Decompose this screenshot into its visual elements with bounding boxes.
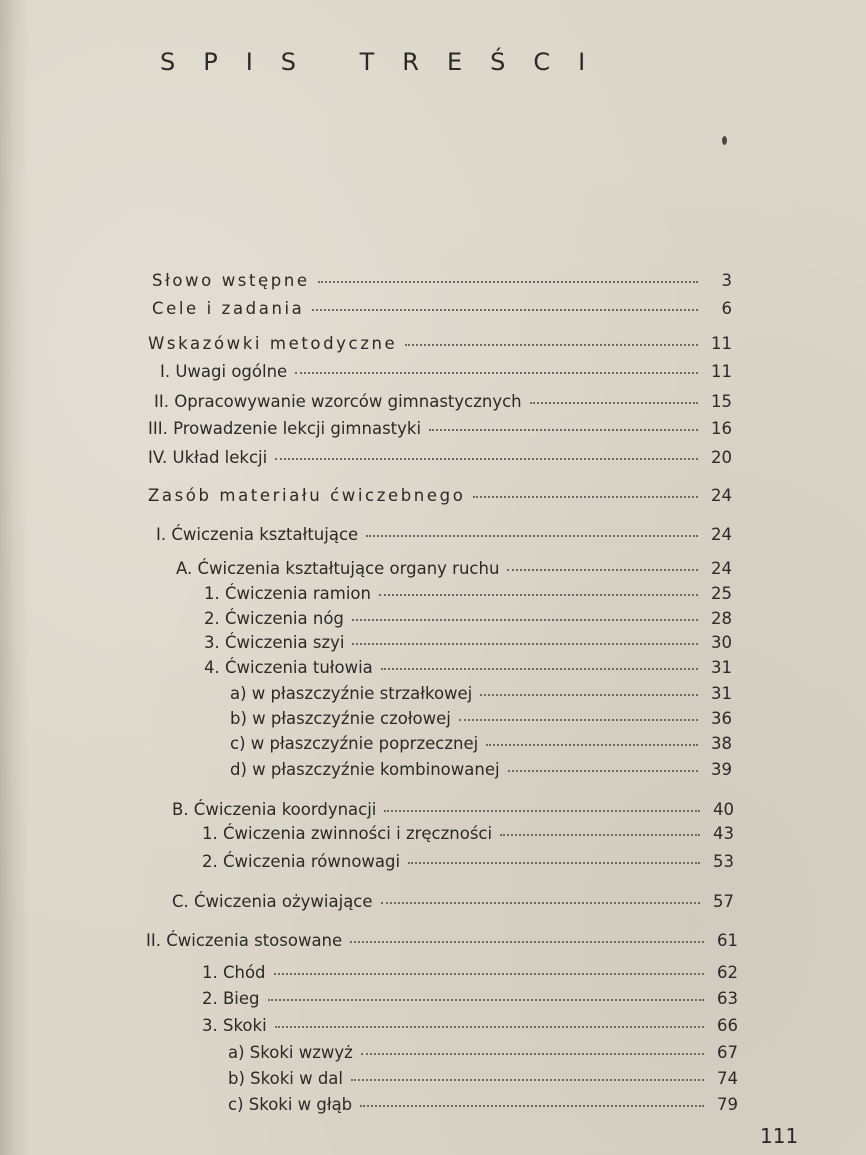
toc-entry-page: 6	[721, 299, 732, 318]
dot-leader	[274, 973, 704, 975]
toc-entry-label: Wskazówki metodyczne	[148, 334, 398, 353]
toc-entry-page: 31	[711, 684, 732, 703]
toc-entry-bieg[interactable]	[202, 988, 738, 1010]
toc-entry-page: 61	[717, 931, 738, 950]
toc-entry-page: 36	[711, 709, 732, 728]
dot-leader	[350, 941, 704, 943]
toc-entry-cwiczenia-ramion[interactable]	[204, 583, 732, 605]
toc-entry-wskazowki-metodyczne[interactable]	[148, 333, 732, 355]
dot-leader	[381, 668, 698, 670]
toc-entry-cwiczenia-ozywiajace[interactable]	[172, 891, 734, 913]
toc-entry-slowo-wstepne[interactable]	[152, 270, 732, 292]
toc-entry-skoki-w-dal[interactable]	[228, 1068, 738, 1090]
toc-entry-page: 39	[711, 760, 732, 779]
toc-entry-label: I. Ćwiczenia kształtujące	[156, 525, 359, 544]
toc-entry-organy-ruchu[interactable]	[176, 558, 732, 580]
toc-entry-cele-i-zadania[interactable]	[152, 298, 732, 320]
toc-entry-label: 2. Ćwiczenia równowagi	[202, 852, 401, 871]
dot-leader	[360, 1105, 704, 1107]
dot-leader	[379, 594, 698, 596]
toc-entry-opracowywanie-wzorcow[interactable]	[154, 391, 732, 413]
toc-entry-page: 66	[717, 1016, 738, 1035]
toc-entry-label: II. Ćwiczenia stosowane	[146, 931, 343, 950]
toc-entry-page: 43	[713, 824, 734, 843]
toc-entry-page: 62	[717, 963, 738, 982]
toc-entry-zwinnosci-zrecznosci[interactable]	[202, 823, 734, 845]
dot-leader	[352, 619, 698, 621]
toc-entry-plaszczyzna-poprzeczna[interactable]	[230, 733, 732, 755]
toc-entry-page: 16	[711, 419, 732, 438]
toc-entry-skoki[interactable]	[202, 1015, 738, 1037]
toc-entry-label: II. Opracowywanie wzorców gimnastycznych	[154, 392, 522, 411]
dot-leader	[275, 1026, 704, 1028]
toc-entry-label: 1. Ćwiczenia ramion	[204, 584, 371, 603]
toc-entry-page: 24	[711, 559, 732, 578]
toc-entry-label: 3. Ćwiczenia szyi	[204, 633, 345, 652]
toc-entry-label: 1. Chód	[202, 963, 266, 982]
toc-entry-label: 4. Ćwiczenia tułowia	[204, 658, 373, 677]
dot-leader	[384, 810, 700, 812]
toc-entry-page: 25	[711, 584, 732, 603]
dot-leader	[500, 834, 700, 836]
dot-leader	[459, 719, 698, 721]
toc-entry-uwagi-ogolne[interactable]	[160, 361, 732, 383]
toc-entry-skoki-wzwyz[interactable]	[228, 1042, 738, 1064]
toc-entry-page: 11	[711, 362, 732, 381]
dot-leader	[366, 535, 698, 537]
dot-leader	[508, 770, 698, 772]
toc-entry-plaszczyzna-strzalkowa[interactable]	[230, 683, 732, 705]
toc-entry-label: Słowo wstępne	[152, 271, 310, 290]
toc-entry-label: c) Skoki w głąb	[228, 1095, 353, 1114]
toc-entry-label: c) w płaszczyźnie poprzecznej	[230, 734, 479, 753]
toc-entry-plaszczyzna-kombinowana[interactable]	[230, 759, 732, 781]
toc-entry-page: 63	[717, 989, 738, 1008]
toc-entry-page: 57	[713, 892, 734, 911]
toc-entry-cwiczenia-szyi[interactable]	[204, 632, 732, 654]
dot-leader	[408, 862, 700, 864]
toc-entry-cwiczenia-nog[interactable]	[204, 608, 732, 630]
toc-entry-label: 3. Skoki	[202, 1016, 267, 1035]
toc-entry-label: III. Prowadzenie lekcji gimnastyki	[148, 419, 422, 438]
toc-entry-page: 20	[711, 448, 732, 467]
toc-entry-label: I. Uwagi ogólne	[160, 362, 288, 381]
toc-entry-uklad-lekcji[interactable]	[148, 447, 732, 469]
toc-entry-label: 2. Ćwiczenia nóg	[204, 609, 344, 628]
toc-entry-prowadzenie-lekcji[interactable]	[148, 418, 732, 440]
toc-entry-label: Cele i zadania	[152, 299, 305, 318]
page-number: 111	[760, 1124, 799, 1148]
toc-entry-page: 11	[711, 334, 732, 353]
toc-entry-plaszczyzna-czolowa[interactable]	[230, 708, 732, 730]
dot-leader	[429, 429, 698, 431]
toc-entry-label: C. Ćwiczenia ożywiające	[172, 892, 373, 911]
toc-entry-label: Zasób materiału ćwiczebnego	[148, 486, 466, 505]
dot-leader	[312, 309, 698, 311]
toc-entry-label: 2. Bieg	[202, 989, 260, 1008]
toc-entry-page: 31	[711, 658, 732, 677]
toc-entry-cwiczenia-ksztaltujace[interactable]	[156, 524, 732, 546]
toc-entry-chod[interactable]	[202, 962, 738, 984]
toc-entry-label: IV. Układ lekcji	[148, 448, 268, 467]
toc-entry-page: 40	[713, 800, 734, 819]
toc-entry-page: 67	[717, 1043, 738, 1062]
toc-entry-label: 1. Ćwiczenia zwinności i zręczności	[202, 824, 493, 843]
toc-entry-page: 53	[713, 852, 734, 871]
dot-leader	[318, 281, 698, 283]
dot-leader	[507, 569, 698, 571]
toc-entry-cwiczenia-stosowane[interactable]	[146, 930, 738, 952]
toc-entry-page: 3	[721, 271, 732, 290]
toc-entry-cwiczenia-koordynacji[interactable]	[172, 799, 734, 821]
dot-leader	[530, 402, 698, 404]
toc-entry-label: a) Skoki wzwyż	[228, 1043, 353, 1062]
toc-entry-page: 74	[717, 1069, 738, 1088]
toc-entry-page: 24	[711, 486, 732, 505]
toc-entry-label: b) w płaszczyźnie czołowej	[230, 709, 451, 728]
dot-leader	[268, 999, 704, 1001]
toc-entry-rownowagi[interactable]	[202, 851, 734, 873]
toc-entry-label: B. Ćwiczenia koordynacji	[172, 800, 377, 819]
dot-leader	[275, 458, 698, 460]
dot-leader	[361, 1053, 704, 1055]
dot-leader	[405, 344, 698, 346]
toc-entry-page: 30	[711, 633, 732, 652]
toc-entry-zasob-materialu[interactable]	[148, 485, 732, 507]
dot-leader	[480, 694, 698, 696]
toc-entry-cwiczenia-tulowia[interactable]	[204, 657, 732, 679]
toc-entry-page: 24	[711, 525, 732, 544]
toc-entry-page: 28	[711, 609, 732, 628]
toc-entry-label: b) Skoki w dal	[228, 1069, 343, 1088]
toc-entry-label: d) w płaszczyźnie kombinowanej	[230, 760, 500, 779]
dot-leader	[352, 643, 698, 645]
toc-entry-page: 79	[717, 1095, 738, 1114]
toc-entry-page: 15	[711, 392, 732, 411]
dot-leader	[473, 496, 698, 498]
toc-entry-label: A. Ćwiczenia kształtujące organy ruchu	[176, 559, 500, 578]
dot-leader	[351, 1079, 704, 1081]
page-title: SPIS TREŚCI	[160, 48, 614, 76]
dot-leader	[295, 372, 698, 374]
dot-leader	[381, 902, 700, 904]
toc-entry-page: 38	[711, 734, 732, 753]
toc-entry-skoki-w-glab[interactable]	[228, 1094, 738, 1116]
dot-leader	[486, 744, 698, 746]
toc-entry-label: a) w płaszczyźnie strzałkowej	[230, 684, 473, 703]
